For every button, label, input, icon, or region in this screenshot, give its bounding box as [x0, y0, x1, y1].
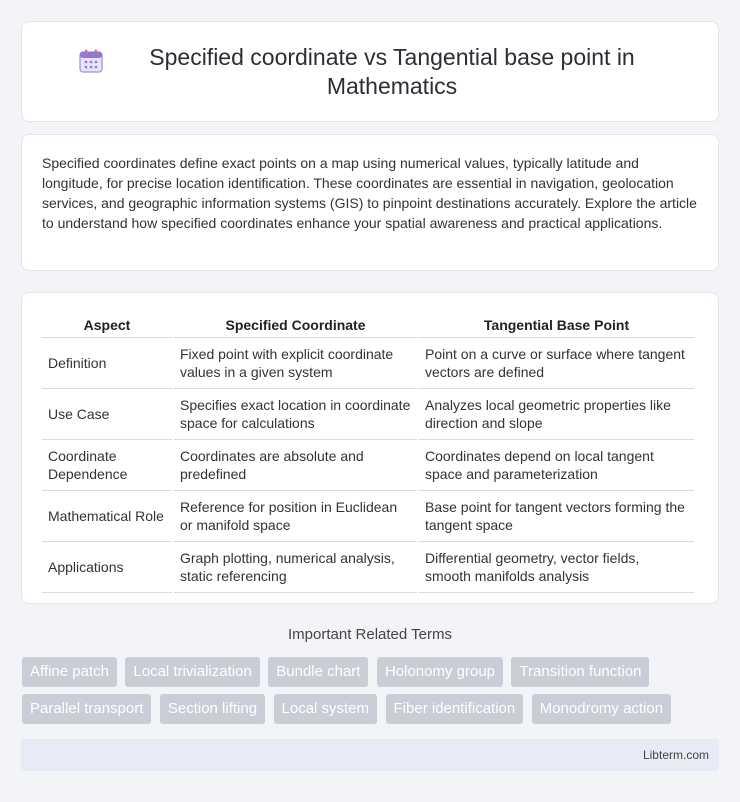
table-cell: Specifies exact location in coordinate space for calculations: [174, 389, 417, 440]
table-cell: Applications: [42, 542, 172, 593]
title-card: [21, 21, 719, 122]
table-row: [42, 491, 694, 542]
table-cell: Graph plotting, numerical analysis, static referencing: [174, 542, 417, 593]
column-header: Specified Coordinate: [174, 305, 417, 338]
calendar-icon: [78, 48, 104, 74]
related-term-tag[interactable]: Affine patch: [22, 657, 117, 687]
footer: [21, 739, 719, 771]
intro-card: [21, 134, 719, 271]
column-header: Tangential Base Point: [419, 305, 694, 338]
table-cell: Coordinates depend on local tangent space and parameterization: [419, 440, 694, 491]
table-row: [42, 389, 694, 440]
related-term-tag[interactable]: Holonomy group: [377, 657, 503, 687]
related-term-tag[interactable]: Bundle chart: [268, 657, 368, 687]
related-term-tag[interactable]: Local system: [274, 694, 378, 724]
table-cell: Analyzes local geometric properties like direction and slope: [419, 389, 694, 440]
related-term-tag[interactable]: Monodromy action: [532, 694, 671, 724]
table-cell: Coordinate Dependence: [42, 440, 172, 491]
table-row: [42, 338, 694, 389]
table-cell: Coordinates are absolute and predefined: [174, 440, 417, 491]
table-row: [42, 440, 694, 491]
comparison-table: [40, 305, 696, 593]
related-terms-heading: Important Related Terms: [288, 626, 452, 643]
table-cell: Mathematical Role: [42, 491, 172, 542]
table-header-row: [42, 305, 694, 338]
footer-brand-link[interactable]: Libterm.com: [642, 748, 709, 762]
related-term-tag[interactable]: Local trivialization: [125, 657, 259, 687]
table-cell: Fixed point with explicit coordinate values in a given system: [174, 338, 417, 389]
table-cell: Reference for position in Euclidean or manifold space: [174, 491, 417, 542]
related-term-tag[interactable]: Section lifting: [160, 694, 265, 724]
related-term-tag[interactable]: Fiber identification: [386, 694, 524, 724]
column-header: Aspect: [42, 305, 172, 338]
intro-text: Specified coordinates define exact points on a map using numerical values, typically latitude and longitude, for precise location identification. These coordinates are essential in navigation, geolocation services, and geographic information systems (GIS) to pinpoint destinations accurately. Explore the article to understand how specified coordinates enhance your spatial awareness and practical applications.: [42, 155, 697, 231]
comparison-card: [21, 292, 719, 604]
table-cell: Differential geometry, vector fields, smooth manifolds analysis: [419, 542, 694, 593]
table-cell: Use Case: [42, 389, 172, 440]
related-term-tag[interactable]: Parallel transport: [22, 694, 151, 724]
table-cell: Base point for tangent vectors forming the tangent space: [419, 491, 694, 542]
page-title: Specified coordinate vs Tangential base point in Mathematics: [149, 43, 635, 99]
related-terms-list: [22, 657, 722, 731]
table-cell: Point on a curve or surface where tangent vectors are defined: [419, 338, 694, 389]
table-row: [42, 542, 694, 593]
table-cell: Definition: [42, 338, 172, 389]
related-term-tag[interactable]: Transition function: [511, 657, 649, 687]
